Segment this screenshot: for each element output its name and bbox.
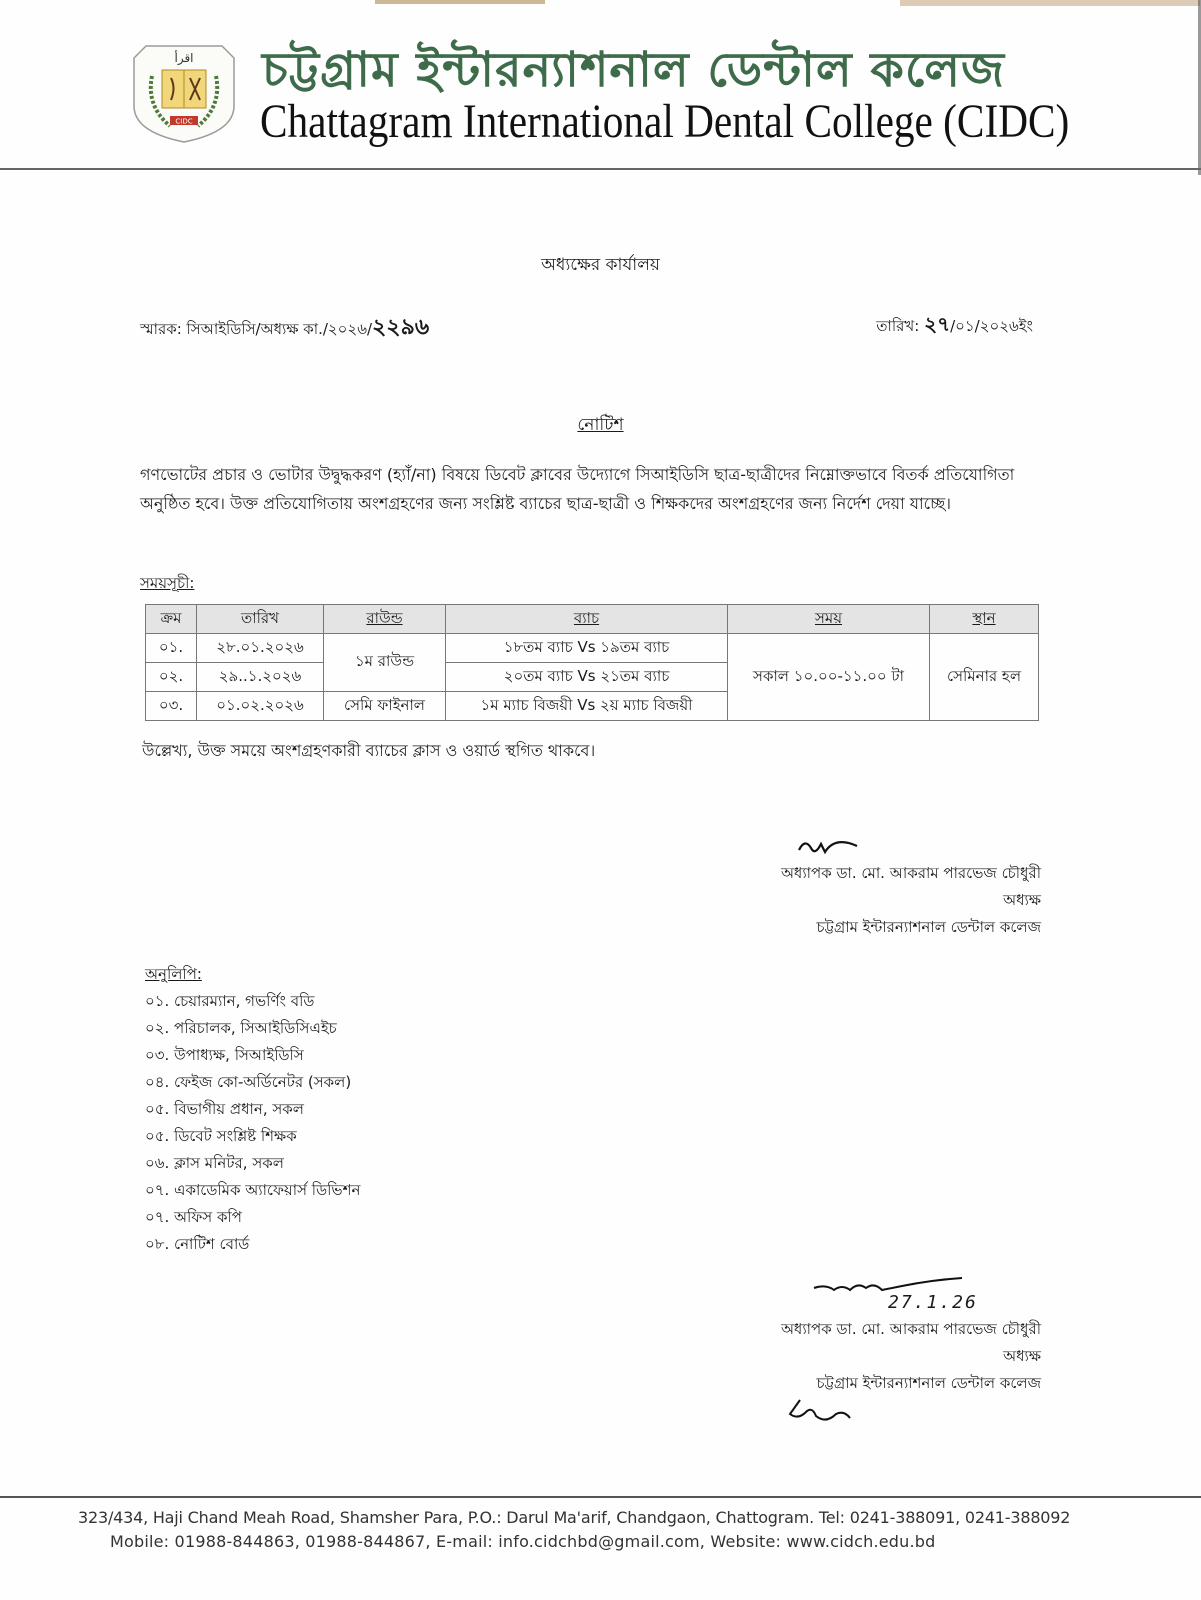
- cell-time: সকাল ১০.০০-১১.০০ টা: [728, 634, 930, 721]
- footer-divider: [0, 1496, 1201, 1498]
- list-item: ০৮. নোটিশ বোর্ড: [145, 1235, 250, 1253]
- cell-date: ২৯..১.২০২৬: [197, 663, 324, 692]
- cell-serial: ০৩.: [146, 692, 197, 721]
- memo-prefix: স্মারক: সিআইডিসি/অধ্যক্ষ কা./২০২৬/: [140, 320, 372, 338]
- header-time: সময়: [728, 605, 930, 634]
- list-item: ০৪. ফেইজ কো-অর্ডিনেটর (সকল): [145, 1073, 352, 1091]
- signatory-block-copy: [781, 1316, 1041, 1397]
- list-item: ০৩. উপাধ্যক্ষ, সিআইডিসি: [145, 1046, 304, 1064]
- notice-body: গণভোটের প্রচার ও ভোটার উদ্বুদ্ধকরণ (হ্যাঁ/না) বিষয়ে ডিবেট ক্লাবের উদ্যোগে সিআইডিসি ছাত্র-ছাত্রীদের নিম্নোক্তভাবে বিতর্ক প্রতিযোগিতা অনুষ্ঠিত হবে। উক্ত প্রতিযোগিতায় অংশগ্রহণের জন্য সংশ্লিষ্ট ব্যাচের ছাত্র-ছাত্রী ও শিক্ষকদের অংশগ্রহণের জন্য নির্দেশ দেয়া যাচ্ছে।: [140, 465, 1015, 513]
- list-item: ০৫. ডিবেট সংশ্লিষ্ট শিক্ষক: [145, 1127, 297, 1145]
- date-handwritten-day: ২৭: [924, 312, 951, 336]
- date-rest: /০১/২০২৬ইং: [950, 317, 1033, 335]
- logo-label: CIDC: [175, 117, 193, 126]
- header-venue: স্থান: [930, 605, 1039, 634]
- list-item: ০২. পরিচালক, সিআইডিসিএইচ: [145, 1019, 337, 1037]
- cell-date: ২৮.০১.২০২৬: [197, 634, 324, 663]
- college-logo: [126, 36, 242, 146]
- list-item: ০৬. ক্লাস মনিটর, সকল: [145, 1154, 284, 1172]
- signatory-block: [781, 860, 1041, 941]
- office-heading: অধ্যক্ষের কার্যালয়: [541, 255, 660, 275]
- copies-label: অনুলিপি:: [145, 965, 202, 983]
- signatory-name: অধ্যাপক ডা. মো. আকরাম পারভেজ চৌধুরী: [780, 1320, 1041, 1338]
- cell-venue: সেমিনার হল: [930, 634, 1039, 721]
- initials-mark: [786, 1396, 856, 1428]
- header-serial: ক্রম: [146, 605, 197, 634]
- schedule-note: উল্লেখ্য, উক্ত সময়ে অংশগ্রহণকারী ব্যাচের ক্লাস ও ওয়ার্ড স্থগিত থাকবে।: [142, 741, 596, 760]
- handwritten-sign-date: 27.1.26: [888, 1292, 978, 1313]
- signatory-institution: চট্টগ্রাম ইন্টারন্যাশনাল ডেন্টাল কলেজ: [816, 918, 1041, 936]
- header-date: তারিখ: [197, 605, 324, 634]
- signatory-name: অধ্যাপক ডা. মো. আকরাম পারভেজ চৌধুরী: [780, 864, 1041, 882]
- signatory-institution: চট্টগ্রাম ইন্টারন্যাশনাল ডেন্টাল কলেজ: [816, 1374, 1041, 1392]
- notice-title: নোটিশ: [577, 415, 624, 435]
- date-prefix: তারিখ:: [876, 317, 925, 335]
- cell-serial: ০২.: [146, 663, 197, 692]
- memo-reference: [140, 310, 429, 347]
- cell-round: সেমি ফাইনাল: [324, 692, 446, 721]
- header-round: রাউন্ড: [324, 605, 446, 634]
- signatory-designation: অধ্যক্ষ: [1003, 1347, 1041, 1365]
- schedule-label: সময়সূচী:: [140, 574, 195, 592]
- svg-text:اقرأ: اقرأ: [174, 51, 194, 65]
- college-title-english: Chattagram International Dental College (CIDC): [260, 95, 1070, 148]
- list-item: ০৭. একাডেমিক অ্যাফেয়ার্স ডিভিশন: [145, 1181, 361, 1199]
- cell-batch: ১ম ম্যাচ বিজয়ী Vs ২য় ম্যাচ বিজয়ী: [446, 692, 728, 721]
- scan-edge: [375, 0, 545, 4]
- cell-round: ১ম রাউন্ড: [324, 634, 446, 692]
- cell-date: ০১.০২.২০২৬: [197, 692, 324, 721]
- table-row: [146, 634, 1039, 663]
- list-item: ০১. চেয়ারম্যান, গভর্ণিং বডি: [145, 992, 315, 1010]
- table-header-row: [146, 605, 1039, 634]
- memo-handwritten-number: ২২৯৬: [372, 315, 430, 340]
- list-item: ০৭. অফিস কপি: [145, 1208, 242, 1226]
- list-item: ০৫. বিভাগীয় প্রধান, সকল: [145, 1100, 304, 1118]
- cell-batch: ২০তম ব্যাচ Vs ২১তম ব্যাচ: [446, 663, 728, 692]
- header-batch: ব্যাচ: [446, 605, 728, 634]
- notice-date: [876, 310, 1033, 343]
- schedule-table: [145, 604, 1039, 721]
- cell-batch: ১৮তম ব্যাচ Vs ১৯তম ব্যাচ: [446, 634, 728, 663]
- cell-serial: ০১.: [146, 634, 197, 663]
- college-title-bengali: চট্টগ্রাম ইন্টারন্যাশনাল ডেন্টাল কলেজ: [262, 42, 1005, 98]
- signatory-designation: অধ্যক্ষ: [1003, 891, 1041, 909]
- copies-list: [145, 988, 360, 1258]
- header-divider: [0, 168, 1201, 170]
- signature-mark: [795, 832, 865, 860]
- scan-edge: [900, 0, 1200, 6]
- footer-contact: Mobile: 01988-844863, 01988-844867, E-mail: info.cidchbd@gmail.com, Website: www.cidch.edu.bd: [110, 1532, 936, 1551]
- footer-address: 323/434, Haji Chand Meah Road, Shamsher Para, P.O.: Darul Ma'arif, Chandgaon, Chattogram. Tel: 0241-388091, 0241-388092: [78, 1508, 1071, 1527]
